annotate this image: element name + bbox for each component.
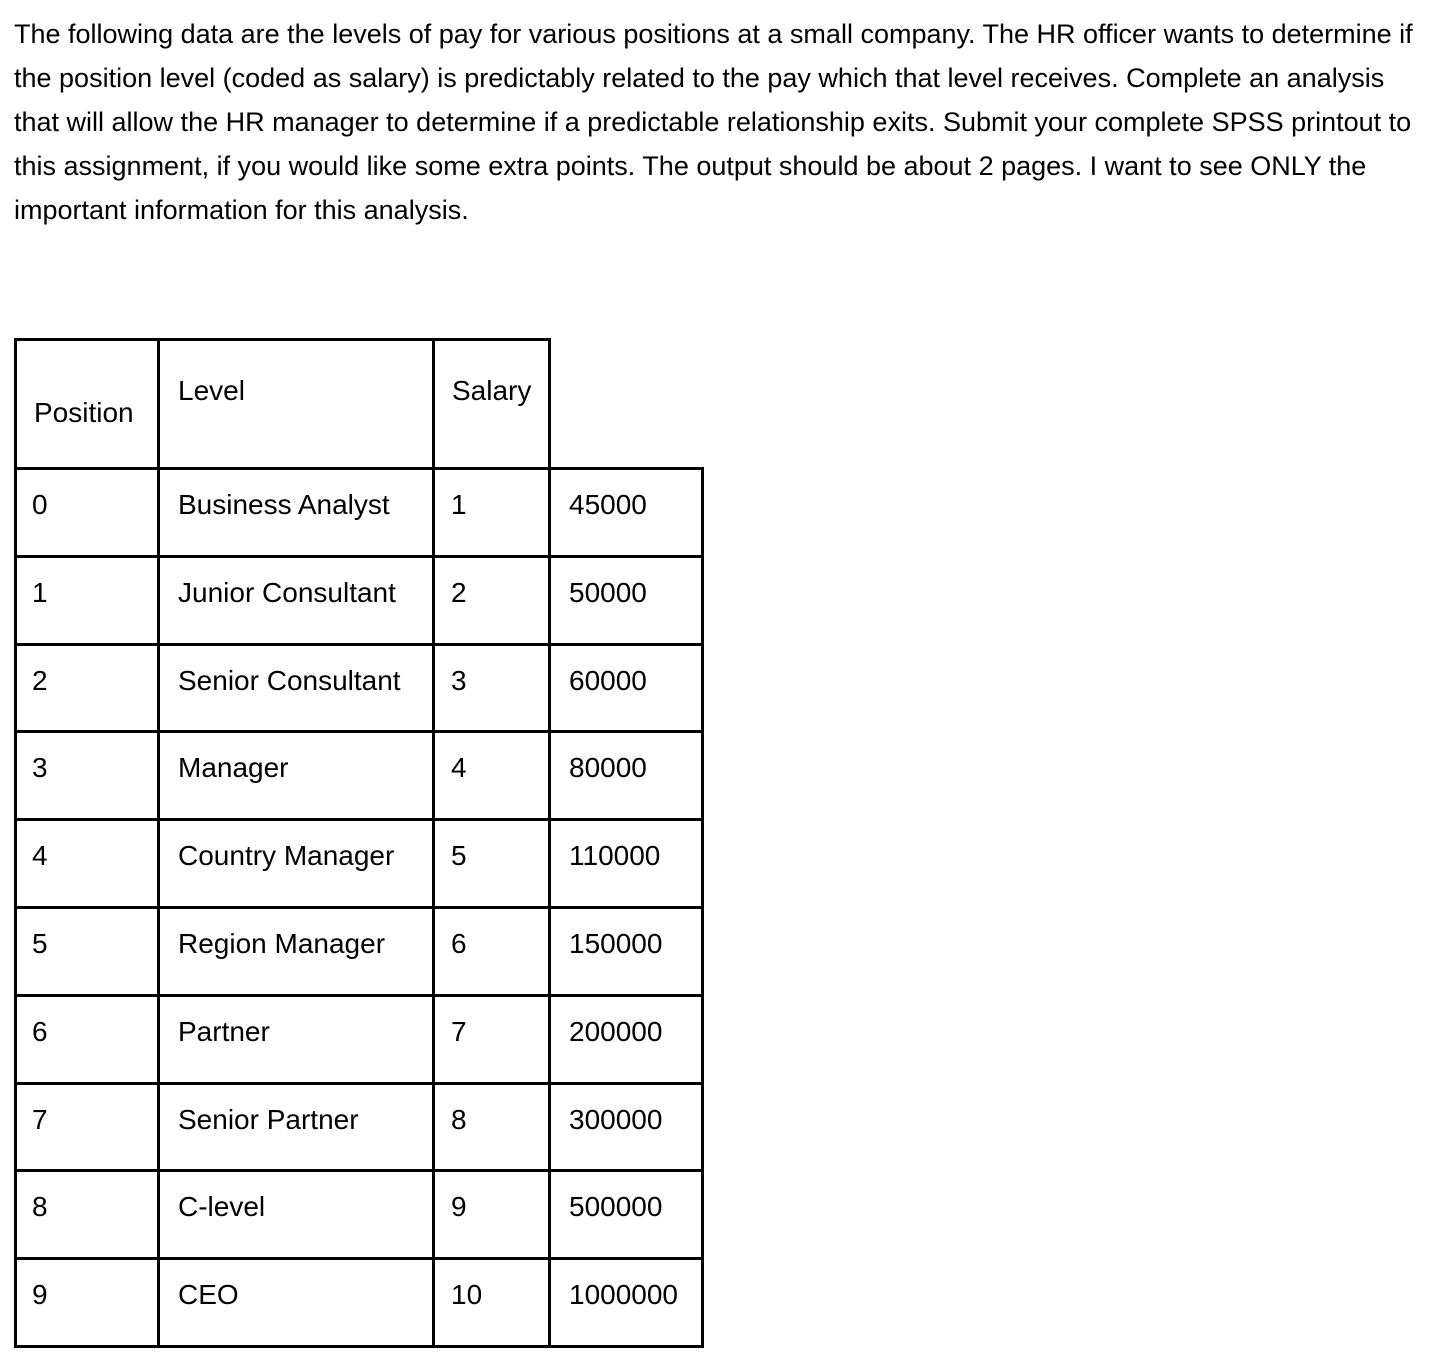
cell-position: 4 [32,840,48,871]
cell-level: CEO [178,1279,239,1310]
table-column-divider [548,338,551,1348]
table-row-divider [15,906,704,909]
cell-salary: 50000 [569,577,647,608]
cell-position: 5 [32,928,48,959]
cell-position: 2 [32,665,48,696]
cell-position: 6 [32,1016,48,1047]
table-row-divider [15,467,704,470]
table-row-divider [15,730,704,733]
cell-salary: 300000 [569,1104,663,1135]
cell-level: C-level [178,1191,266,1222]
table-row-divider [15,1257,704,1260]
table-row-divider [15,1345,704,1348]
cell-level-code: 5 [451,840,467,871]
table-row-divider [15,994,704,997]
cell-level-code: 2 [451,577,467,608]
cell-level: Senior Consultant [178,665,401,696]
table-column-divider [432,338,435,1348]
cell-salary: 60000 [569,665,647,696]
header-position: Position [34,397,134,428]
cell-level: Senior Partner [178,1104,359,1135]
cell-level: Country Manager [178,840,395,871]
cell-level-code: 8 [451,1104,467,1135]
cell-salary: 150000 [569,928,663,959]
cell-position: 0 [32,489,48,520]
cell-salary: 500000 [569,1191,663,1222]
cell-level-code: 9 [451,1191,467,1222]
cell-position: 9 [32,1279,48,1310]
table-row-divider [15,1169,704,1172]
table-row-divider [15,643,704,646]
cell-salary: 110000 [569,840,661,871]
cell-level-code: 1 [451,489,467,520]
cell-salary: 80000 [569,752,647,783]
table-border-right [701,467,704,1348]
table-row-divider [15,1082,704,1085]
cell-level-code: 4 [451,752,467,783]
cell-salary: 45000 [569,489,647,520]
cell-position: 3 [32,752,48,783]
assignment-text: The following data are the levels of pay for various positions at a small company. The HR officer wants to determine if the position level (coded as salary) is predictably related to the pay which that level receives. Complete an analysis that will allow the HR manager to determine if a predictable relationship exits. Submit your complete SPSS printout to this assignment, if you would like some extra points. The output should be about 2 pages. I want to see ONLY the important information for this analysis. [14,19,1413,225]
cell-level: Business Analyst [178,489,390,520]
cell-level: Region Manager [178,928,386,959]
table-row-divider [15,555,704,558]
table-column-divider [157,338,160,1348]
header-level: Level [178,375,245,406]
cell-level-code: 6 [451,928,467,959]
cell-position: 7 [32,1104,48,1135]
cell-level-code: 7 [451,1016,467,1047]
cell-salary: 1000000 [569,1279,679,1310]
cell-salary: 200000 [569,1016,663,1047]
table-row-divider [15,818,704,821]
cell-level: Junior Consultant [178,577,396,608]
table-border-top [15,338,551,341]
cell-position: 1 [32,577,48,608]
cell-level-code: 3 [451,665,467,696]
cell-level: Manager [178,752,289,783]
table-border-left [14,338,17,1348]
header-salary: Salary [452,375,532,406]
cell-level: Partner [178,1016,270,1047]
cell-level-code: 10 [451,1279,483,1310]
cell-position: 8 [32,1191,48,1222]
